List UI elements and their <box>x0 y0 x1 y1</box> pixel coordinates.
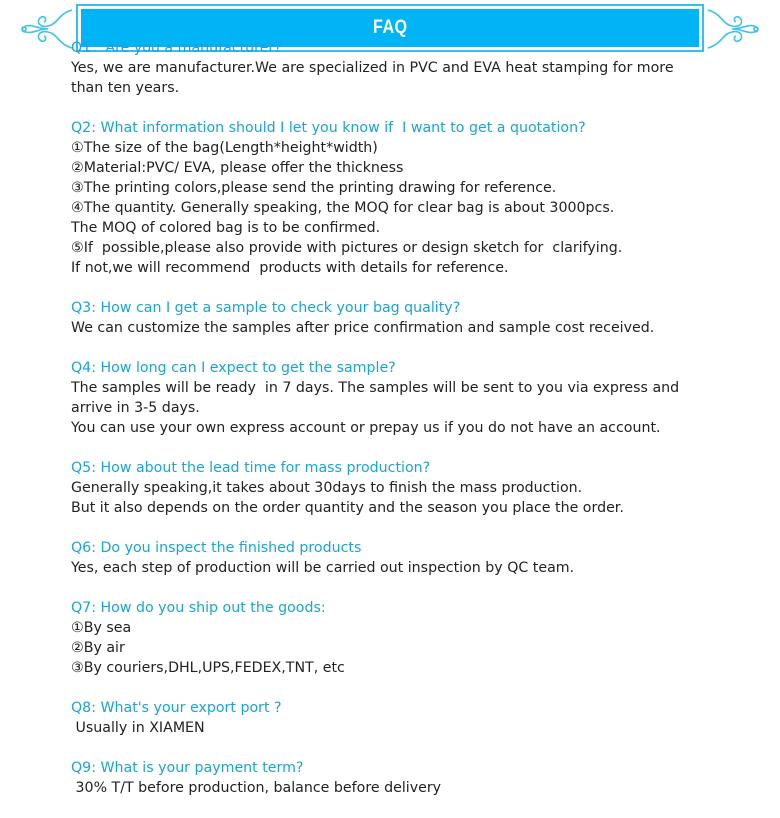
faq-answer-line: Yes, we are manufacturer.We are specialized in PVC and EVA heat stamping for more <box>71 60 674 76</box>
faq-answer-line: ①By sea <box>71 620 132 636</box>
faq-answer-line: ②By air <box>71 640 125 656</box>
faq-answer-line: arrive in 3-5 days. <box>71 400 200 416</box>
faq-question: Q7: How do you ship out the goods: <box>71 600 326 616</box>
faq-item <box>71 538 771 578</box>
faq-list <box>71 38 771 818</box>
faq-answer-line: than ten years. <box>71 80 180 96</box>
faq-question: Q8: What's your export port ? <box>71 700 282 716</box>
faq-item <box>71 38 771 98</box>
faq-answer-line: But it also depends on the order quantity and the season you place the order. <box>71 500 624 516</box>
faq-answer-line: ③The printing colors,please send the printing drawing for reference. <box>71 180 557 196</box>
faq-item <box>71 758 771 798</box>
faq-answer-line: If not,we will recommend products with details for reference. <box>71 260 509 276</box>
faq-item <box>71 458 771 518</box>
page-title: FAQ <box>372 17 408 38</box>
faq-answer-line: ⑤If possible,please also provide with pictures or design sketch for clarifying. <box>71 240 623 256</box>
faq-item <box>71 598 771 678</box>
faq-question: Q4: How long can I expect to get the sample? <box>71 360 396 376</box>
faq-item <box>71 118 771 278</box>
faq-item <box>71 298 771 338</box>
faq-question: Q6: Do you inspect the finished products <box>71 540 362 556</box>
faq-answer-line: You can use your own express account or prepay us if you do not have an account. <box>71 420 661 436</box>
faq-answer-line: Usually in XIAMEN <box>71 720 205 736</box>
faq-answer-line: ③By couriers,DHL,UPS,FEDEX,TNT, etc <box>71 660 345 676</box>
faq-answer-line: Generally speaking,it takes about 30days to finish the mass production. <box>71 480 583 496</box>
ornament-left-icon <box>18 4 74 54</box>
faq-answer-line: ④The quantity. Generally speaking, the MOQ for clear bag is about 3000pcs. <box>71 200 615 216</box>
faq-question: Q3: How can I get a sample to check your bag quality? <box>71 300 461 316</box>
faq-answer-line: 30% T/T before production, balance before delivery <box>71 780 442 796</box>
faq-question: Q2: What information should I let you know if I want to get a quotation? <box>71 120 586 136</box>
faq-question: Q5: How about the lead time for mass production? <box>71 460 431 476</box>
faq-answer-line: We can customize the samples after price confirmation and sample cost received. <box>71 320 655 336</box>
faq-answer-line: The samples will be ready in 7 days. The samples will be sent to you via express and <box>71 380 680 396</box>
faq-question: Q1：Are you a manufacturer? <box>71 40 282 56</box>
faq-answer-line: The MOQ of colored bag is to be confirmed. <box>71 220 381 236</box>
faq-answer-line: ①The size of the bag(Length*height*width) <box>71 140 378 156</box>
faq-answer-line: Yes, each step of production will be carried out inspection by QC team. <box>71 560 575 576</box>
faq-answer-line: ②Material:PVC/ EVA, please offer the thickness <box>71 160 404 176</box>
faq-item <box>71 698 771 738</box>
faq-question: Q9: What is your payment term? <box>71 760 304 776</box>
faq-item <box>71 358 771 438</box>
